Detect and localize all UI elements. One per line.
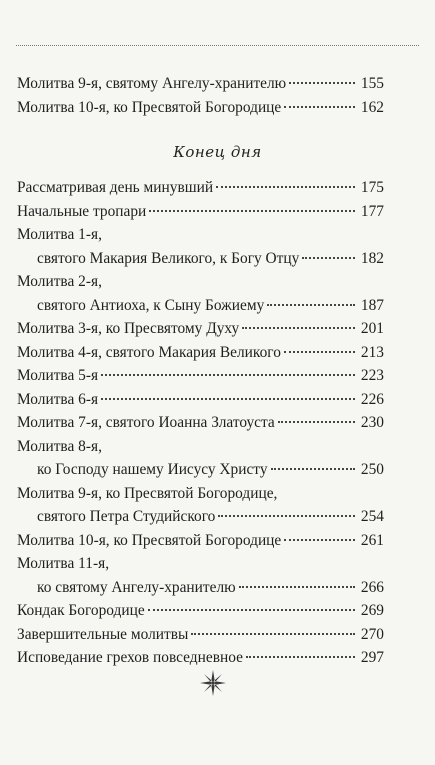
toc-page-number: 297 — [360, 649, 384, 666]
toc-page-number: 254 — [360, 508, 384, 525]
dot-leader — [101, 374, 355, 376]
dot-leader — [289, 82, 355, 84]
toc-page-number: 175 — [360, 179, 384, 196]
toc-entry — [17, 646, 384, 670]
toc-entry — [17, 96, 384, 120]
dot-leader — [284, 351, 355, 353]
toc-main-section — [17, 176, 384, 670]
toc-page-number: 162 — [360, 98, 384, 116]
dot-leader — [278, 421, 355, 423]
toc-entry — [17, 247, 384, 271]
toc-entry — [17, 458, 384, 482]
toc-page-number: 230 — [360, 414, 384, 431]
toc-page-number: 226 — [360, 390, 384, 408]
toc-entry-subtitle: ко святому Ангелу-хранителю — [37, 578, 236, 596]
toc-page-number: 270 — [360, 625, 384, 643]
toc-entry — [17, 529, 384, 553]
toc-entry-title: Молитва 4-я, святого Макария Великого — [17, 343, 281, 361]
toc-page-number: 250 — [360, 461, 384, 478]
toc-entry-title: Молитва 3-я, ко Пресвятому Духу — [17, 320, 240, 337]
toc-entry-title: Молитва 10-я, ко Пресвятой Богородице — [17, 531, 282, 549]
toc-entry-title: Завершительные молитвы — [17, 625, 189, 643]
dot-leader — [267, 304, 355, 306]
toc-entry — [17, 599, 384, 623]
toc-previous-section — [17, 72, 384, 119]
toc-entry-subtitle: святого Антиоха, к Сыну Божиему — [37, 296, 265, 314]
dot-leader — [302, 257, 355, 259]
toc-page-number: 213 — [360, 343, 384, 361]
dot-leader — [218, 515, 355, 517]
toc-page-number: 269 — [360, 602, 384, 619]
toc-entry-title: Молитва 1-я, — [17, 226, 102, 243]
toc-entry — [17, 72, 384, 96]
toc-entry-title: Молитва 10-я, ко Пресвятой Богородице — [17, 98, 282, 116]
toc-entry — [17, 411, 384, 435]
star-ornament-icon — [200, 670, 226, 696]
dot-leader — [271, 468, 355, 470]
toc-entry-title: Кондак Богородице — [17, 602, 145, 619]
dot-leader — [242, 327, 355, 329]
toc-entry-title: Молитва 5-я — [17, 367, 99, 384]
toc-page-number: 201 — [360, 320, 384, 337]
dot-leader — [148, 609, 355, 611]
toc-page-number: 177 — [360, 202, 384, 220]
toc-entry — [17, 341, 384, 365]
toc-page-number: 261 — [360, 531, 384, 549]
toc-entry — [17, 294, 384, 318]
toc-entry — [17, 176, 384, 200]
dot-leader — [284, 106, 355, 108]
dot-leader — [284, 539, 355, 541]
toc-page-number: 223 — [360, 367, 384, 384]
toc-page-number: 182 — [360, 249, 384, 267]
toc-entry-title: Молитва 8-я, — [17, 437, 102, 455]
toc-entry-title: Молитва 9-я, ко Пресвятой Богородице, — [17, 484, 278, 502]
toc-entry-title: Молитва 11-я, — [17, 555, 110, 572]
dot-leader — [101, 398, 355, 400]
toc-entry-subtitle: ко Господу нашему Иисусу Христу — [37, 461, 268, 478]
toc-entry — [17, 505, 384, 529]
section-heading: Конец дня — [173, 143, 262, 161]
toc-entry-title: Молитва 6-я — [17, 390, 99, 408]
toc-page-number: 187 — [360, 296, 384, 314]
toc-entry-subtitle: святого Макария Великого, к Богу Отцу — [37, 249, 300, 267]
toc-entry — [17, 576, 384, 600]
toc-entry-title: Рассматривая день минувший — [17, 179, 214, 196]
dot-leader — [191, 633, 355, 635]
dot-leader — [239, 586, 355, 588]
toc-entry — [17, 388, 384, 412]
dot-leader — [246, 656, 355, 658]
dot-leader — [216, 186, 355, 188]
top-dotted-rule — [16, 45, 419, 46]
toc-entry-title: Молитва 2-я, — [17, 273, 102, 290]
toc-entry — [17, 623, 384, 647]
toc-entry-title: Молитва 7-я, святого Иоанна Златоуста — [17, 414, 275, 431]
toc-entry — [17, 364, 384, 388]
toc-page-number: 155 — [360, 75, 384, 92]
toc-entry-title: Начальные тропари — [17, 202, 147, 220]
toc-entry — [17, 200, 384, 224]
toc-page-number: 266 — [360, 578, 384, 596]
toc-entry — [17, 317, 384, 341]
toc-entry-subtitle: святого Петра Студийского — [37, 508, 216, 525]
toc-entry-title: Исповедание грехов повседневное — [17, 649, 243, 666]
dot-leader — [149, 210, 355, 212]
toc-entry-title: Молитва 9-я, святому Ангелу-хранителю — [17, 75, 287, 92]
